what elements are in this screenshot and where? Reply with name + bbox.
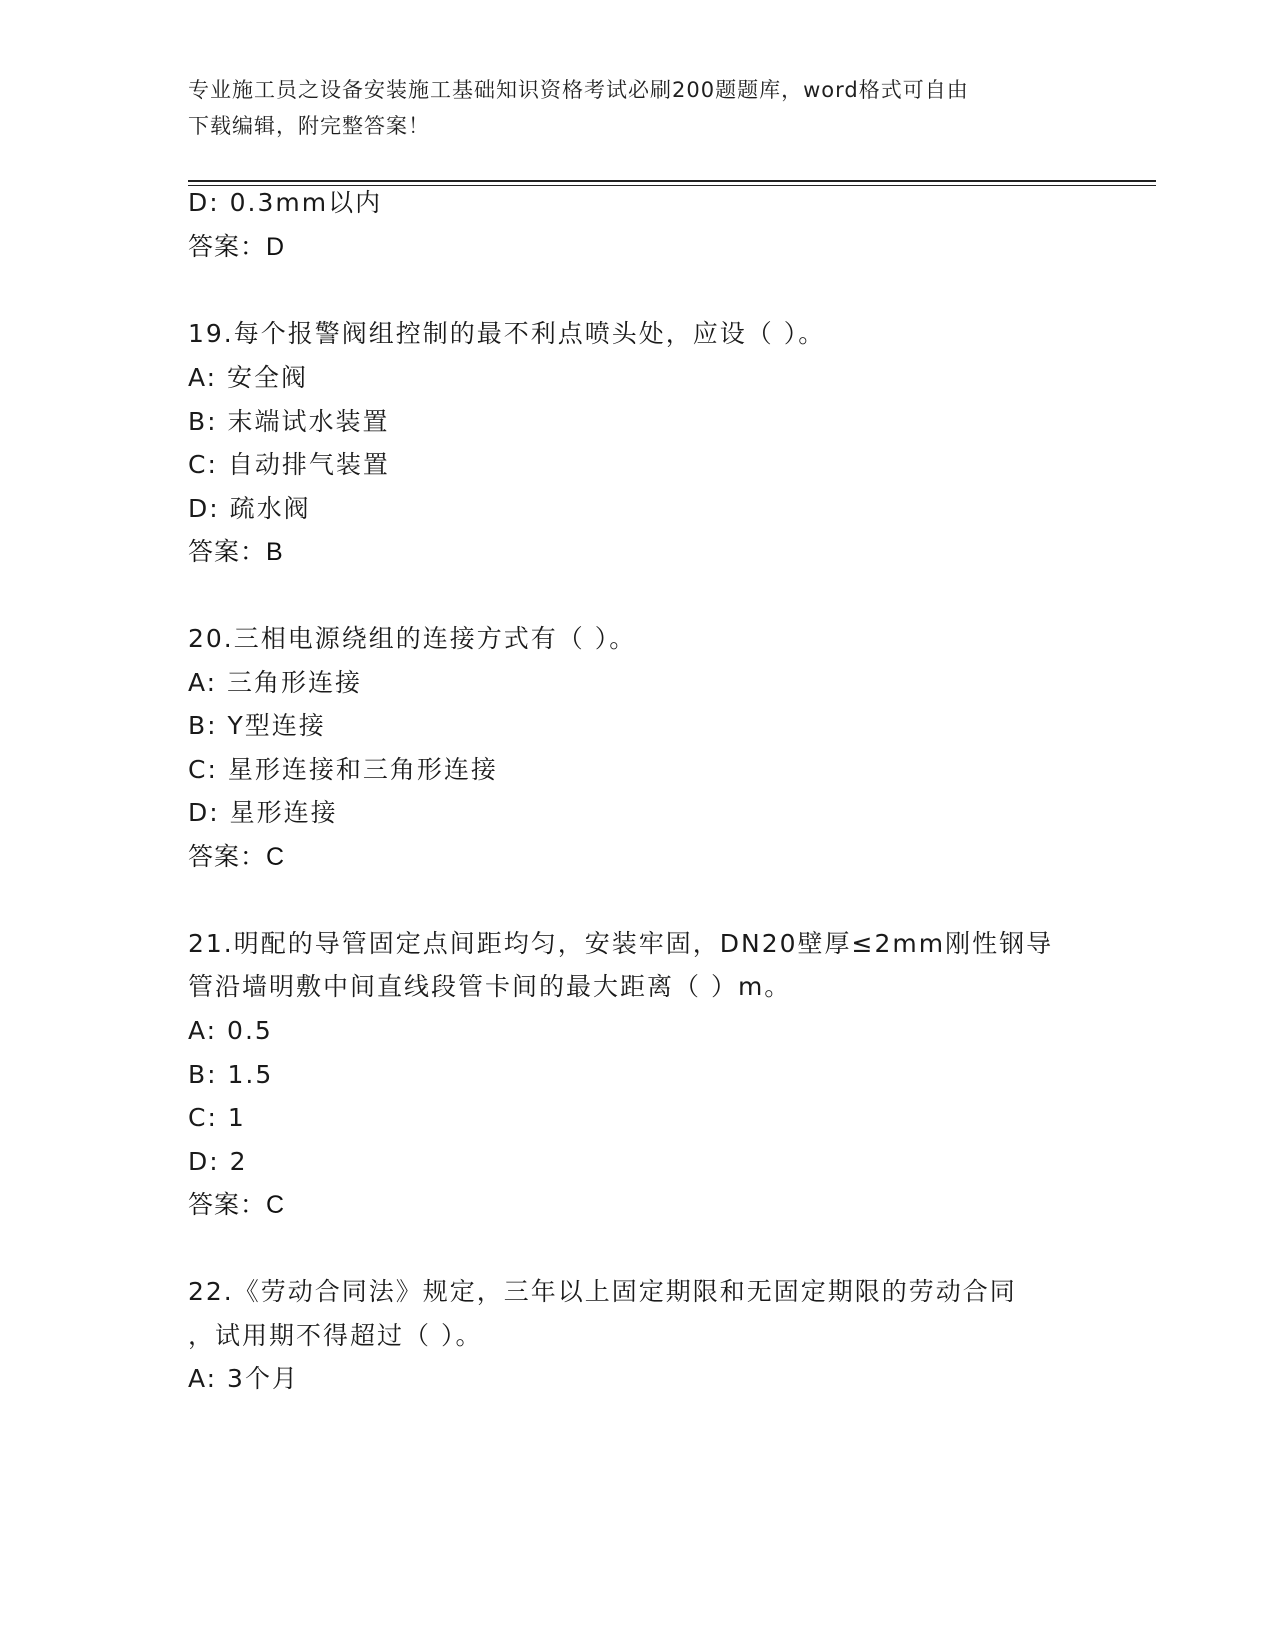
header-title-line-2: 下载编辑，附完整答案！ [188, 114, 430, 138]
prev-question-option-d: D: 0.3mm以内 [188, 188, 383, 217]
q19-option-c: C: 自动排气装置 [188, 450, 390, 479]
q19-answer: 答案：B [188, 538, 284, 566]
q20-option-c: C: 星形连接和三角形连接 [188, 755, 498, 784]
q19-option-b: B: 末端试水装置 [188, 407, 390, 436]
document-header [188, 72, 1068, 144]
q21-option-c: C: 1 [188, 1103, 246, 1132]
q21-option-b: B: 1.5 [188, 1060, 274, 1089]
q22-stem-line-2: ，试用期不得超过（ ）。 [188, 1321, 483, 1350]
header-divider-thick [188, 180, 1156, 182]
prev-question-answer: 答案：D [188, 233, 286, 261]
q20-answer: 答案：C [188, 843, 286, 871]
q19-option-d: D: 疏水阀 [188, 494, 311, 523]
q20-option-a: A: 三角形连接 [188, 668, 363, 697]
q21-option-d: D: 2 [188, 1147, 248, 1176]
q20-stem: 20.三相电源绕组的连接方式有（ ）。 [188, 624, 637, 653]
header-title-line-1: 专业施工员之设备安装施工基础知识资格考试必刷200题题库，word格式可自由 [188, 78, 969, 102]
q21-stem-line-1: 21.明配的导管固定点间距均匀，安装牢固，DN20壁厚≤2mm刚性钢导 [188, 929, 1054, 958]
q22-stem-line-1: 22.《劳动合同法》规定，三年以上固定期限和无固定期限的劳动合同 [188, 1277, 1017, 1306]
q21-answer: 答案：C [188, 1191, 286, 1219]
q19-stem: 19.每个报警阀组控制的最不利点喷头处，应设（ ）。 [188, 319, 826, 348]
q21-option-a: A: 0.5 [188, 1016, 273, 1045]
q19-option-a: A: 安全阀 [188, 363, 309, 392]
q22-option-a: A: 3个月 [188, 1364, 299, 1393]
q20-option-b: B: Y型连接 [188, 711, 326, 740]
q20-option-d: D: 星形连接 [188, 798, 338, 827]
q21-stem-line-2: 管沿墙明敷中间直线段管卡间的最大距离（ ）m。 [188, 972, 792, 1001]
